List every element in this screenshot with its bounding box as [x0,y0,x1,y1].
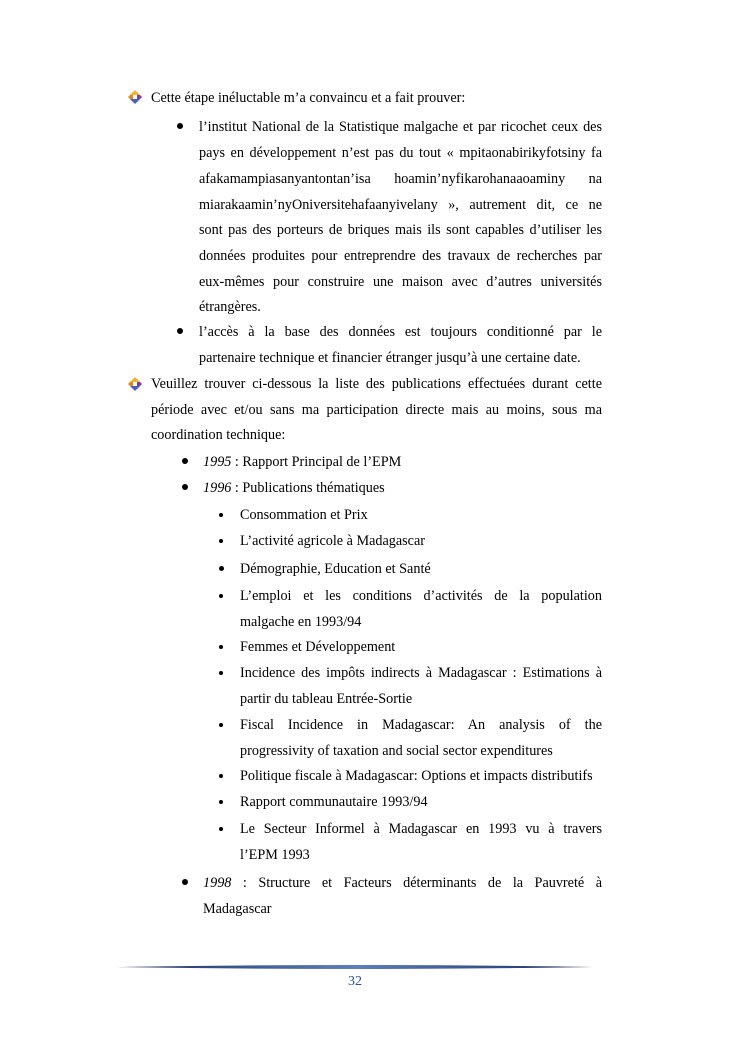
year-item-text: : Structure et Facteurs déterminants de la Pauvreté à [231,875,602,891]
year-item-text: : Rapport Principal de l’EPM [231,454,402,470]
bullet-dot [219,566,224,571]
text-line: pays en développement n’est pas du tout « mpitaonabirikyfotsiny fa [199,145,602,161]
text-line: l’institut National de la Statistique malgache et par ricochet ceux des [199,119,602,135]
text-line: données produites pour entreprendre des travaux de recherches par [199,248,602,264]
list-item: Rapport communautaire 1993/94 [240,794,428,810]
list-item: Fiscal Incidence in Madagascar: An analysis of the [240,717,602,733]
bullet-dot [219,827,223,831]
bullet-dot [182,484,188,490]
arrow-bullet-icon [128,90,142,104]
list-item: Incidence des impôts indirects à Madagascar : Estimations à [240,665,602,681]
year-label: 1998 [203,875,232,891]
footer-rule [117,963,593,971]
bullet-dot [219,723,223,727]
text-line: période avec et/ou sans ma participation directe mais au moins, sous ma [151,402,602,418]
list-item: Consommation et Prix [240,507,368,523]
text-line: Veuillez trouver ci-dessous la liste des publications effectuées durant cette [151,376,602,392]
text-line: afakamampiasanyantontan’isa hoamin’nyfikarohanaaoaminy na [199,171,602,187]
list-item-continuation: partir du tableau Entrée-Sortie [240,691,413,707]
list-item-continuation: progressivity of taxation and social sector expenditures [240,743,553,759]
list-item: Politique fiscale à Madagascar: Options et impacts distributifs [240,768,593,784]
bullet-dot [219,594,223,598]
year-label: 1996 [203,480,232,496]
text-line: sont pas des porteurs de briques mais ils sont capables d’utiliser les [199,222,602,238]
text-line: eux-mêmes pour construire une maison avec d’autres universités [199,274,602,290]
list-item-continuation: malgache en 1993/94 [240,614,362,630]
bullet-dot [177,328,183,334]
bullet-dot [182,458,188,464]
list-item: Le Secteur Informel à Madagascar en 1993 vu à travers [240,821,602,837]
bullet-dot [219,539,223,543]
bullet-dot [219,800,223,804]
year-1996-item [203,475,385,501]
list-item: Femmes et Développement [240,639,396,655]
text-line: miarakaamin’nyOniversitehafaanyivelany », autrement dit, ce ne [199,197,602,213]
text-line: partenaire technique et financier étranger jusqu’à une certaine date. [199,350,581,366]
bullet-dot [219,513,223,517]
text-line: coordination technique: [151,427,286,443]
bullet-dot [177,123,183,129]
arrow-bullet-icon [128,377,142,391]
intro-text: Cette étape inéluctable m’a convaincu et a fait prouver: [151,90,466,106]
page-number: 32 [348,974,362,989]
list-item: Démographie, Education et Santé [240,561,431,577]
list-item: L’emploi et les conditions d’activités de la population [240,588,602,604]
list-item: L’activité agricole à Madagascar [240,533,425,549]
text-line [203,870,602,896]
year-1995-item [203,449,401,475]
text-line: étrangères. [199,299,261,315]
bullet-dot [182,879,188,885]
text-line: Madagascar [203,901,272,917]
year-item-text: : Publications thématiques [231,480,385,496]
list-item-continuation: l’EPM 1993 [240,847,310,863]
bullet-dot [219,671,223,675]
year-label: 1995 [203,454,232,470]
bullet-dot [219,774,223,778]
bullet-dot [219,645,223,649]
text-line: l’accès à la base des données est toujours conditionné par le [199,324,602,340]
